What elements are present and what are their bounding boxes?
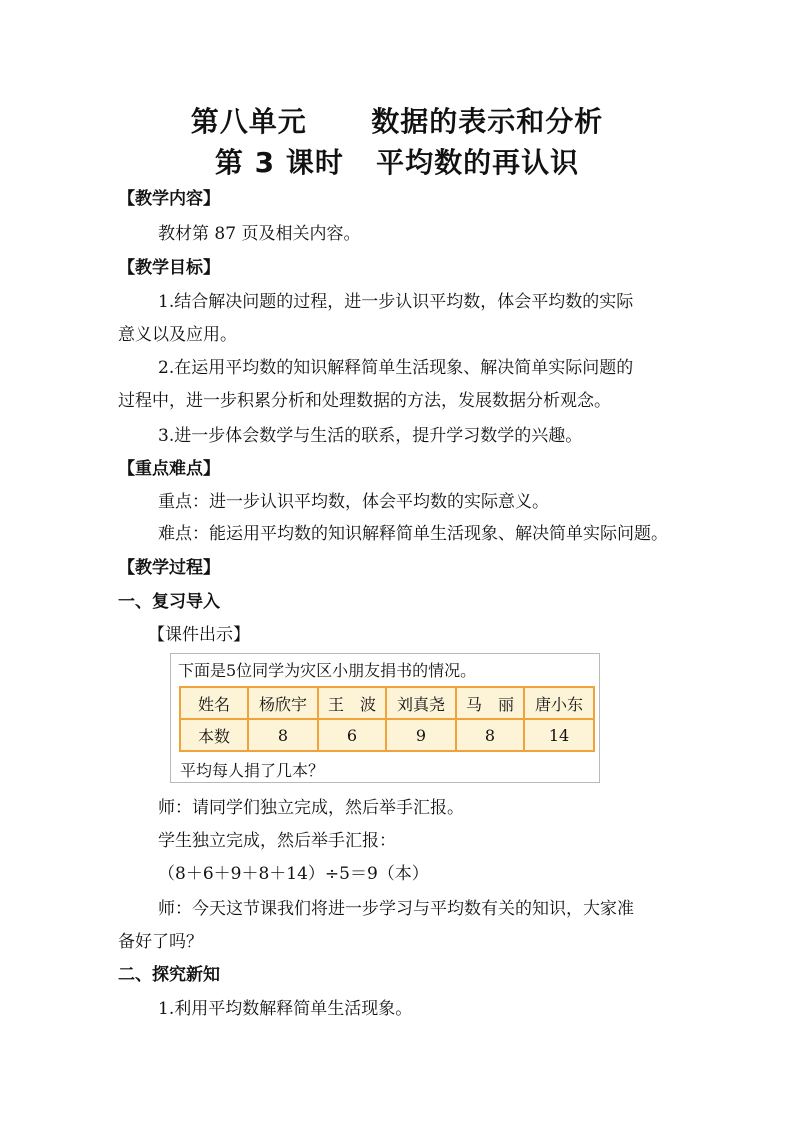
row-header-count: 本数 (180, 719, 248, 751)
row-header-name: 姓名 (180, 687, 248, 719)
donation-table (179, 686, 595, 752)
goal-1-line-2: 意义以及应用。 (118, 325, 237, 345)
teacher-line-1: 师：请同学们独立完成，然后举手汇报。 (158, 798, 464, 818)
name-cell: 王 波 (318, 687, 386, 719)
name-cell: 唐小东 (524, 687, 594, 719)
count-cell: 9 (386, 719, 456, 751)
count-cell: 14 (524, 719, 594, 751)
count-cell: 8 (456, 719, 524, 751)
name-cell: 马 丽 (456, 687, 524, 719)
lesson-title: 第 3 课时 平均数的再认识 (214, 146, 580, 179)
key-point: 重点：进一步认识平均数，体会平均数的实际意义。 (158, 492, 549, 512)
table-row (180, 719, 594, 751)
courseware-question: 平均每人捐了几本？ (180, 761, 325, 780)
count-cell: 6 (318, 719, 386, 751)
name-cell: 刘真尧 (386, 687, 456, 719)
teacher-line-2a: 师：今天这节课我们将进一步学习与平均数有关的知识，大家准 (158, 899, 634, 919)
name-cell: 杨欣宇 (248, 687, 318, 719)
unit-title: 第八单元 数据的表示和分析 (190, 105, 604, 138)
difficult-point: 难点：能运用平均数的知识解释简单生活现象、解决简单实际问题。 (158, 524, 668, 544)
goal-1-line-1: 1.结合解决问题的过程，进一步认识平均数，体会平均数的实际 (158, 292, 634, 312)
formula-line: （8＋6＋9＋8＋14）÷5＝9（本） (158, 864, 429, 884)
count-cell: 8 (248, 719, 318, 751)
courseware-label: 【课件出示】 (148, 625, 250, 645)
goal-2-line-1: 2.在运用平均数的知识解释简单生活现象、解决简单实际问题的 (158, 358, 634, 378)
goals-heading: 【教学目标】 (118, 258, 220, 278)
content-text: 教材第 87 页及相关内容。 (158, 224, 361, 244)
students-line: 学生独立完成，然后举手汇报： (158, 831, 396, 851)
teacher-line-2b: 备好了吗？ (118, 932, 203, 952)
process-heading: 【教学过程】 (118, 558, 220, 578)
explore-item-1: 1.利用平均数解释简单生活现象。 (158, 999, 413, 1019)
part2-heading: 二、探究新知 (118, 965, 220, 985)
part1-heading: 一、复习导入 (118, 592, 220, 612)
goal-3: 3.进一步体会数学与生活的联系，提升学习数学的兴趣。 (158, 426, 583, 446)
table-row (180, 687, 594, 719)
content-heading: 【教学内容】 (118, 189, 220, 209)
courseware-intro: 下面是5位同学为灾区小朋友捐书的情况。 (178, 661, 477, 680)
courseware-box (170, 653, 600, 783)
goal-2-line-2: 过程中，进一步积累分析和处理数据的方法，发展数据分析观念。 (118, 391, 611, 411)
keypoints-heading: 【重点难点】 (118, 459, 220, 479)
